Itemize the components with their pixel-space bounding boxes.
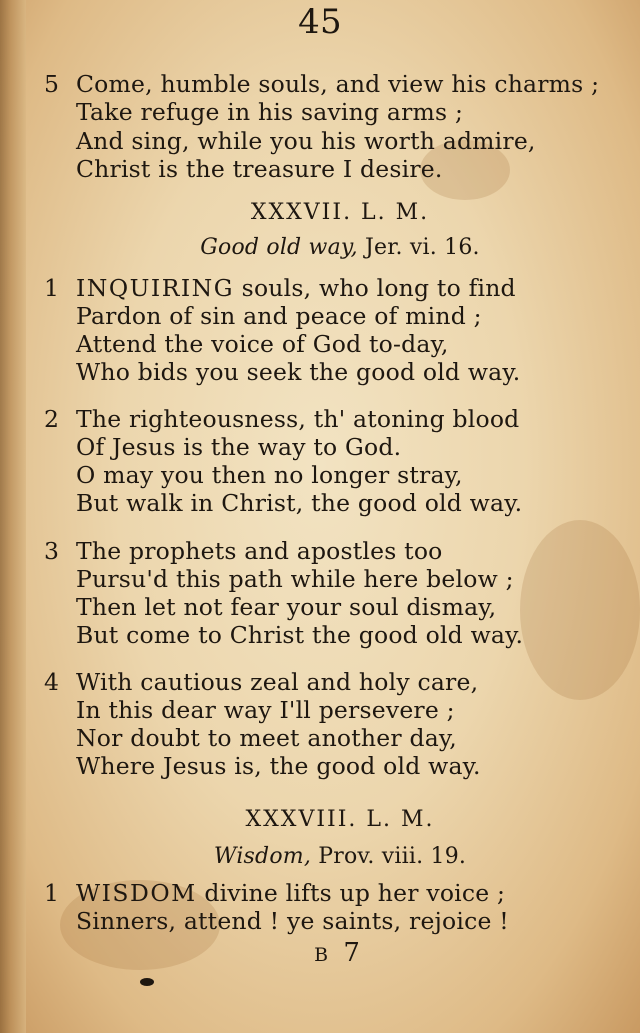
page-number: 45 (298, 2, 342, 42)
hymn-subtitle-theme: Good old way, (200, 235, 358, 260)
verse-line: Christ is the treasure I desire. (76, 155, 443, 183)
verse-line (76, 274, 516, 302)
verse-line: But walk in Christ, the good old way. (76, 489, 523, 517)
verse-line: And sing, while you his worth admire, (76, 127, 536, 155)
verse-number: 3 (44, 537, 60, 565)
verse-line: Sinners, attend ! ye saints, rejoice ! (76, 907, 509, 935)
ink-blot (140, 978, 154, 986)
signature-number: 7 (343, 938, 366, 968)
verse-line: With cautious zeal and holy care, (76, 668, 479, 696)
verse-line (76, 879, 505, 907)
verse-line-rest: divine lifts up her voice ; (196, 879, 506, 907)
hymn-title: XXXVII. L. M. (250, 200, 430, 225)
verse-line: Then let not fear your soul dismay, (76, 593, 497, 621)
verse-line: Come, humble souls, and view his charms ; (76, 70, 600, 98)
hymn-title: XXXVIII. L. M. (245, 807, 435, 832)
signature-letter: B (314, 944, 330, 966)
verse-line: Who bids you seek the good old way. (76, 358, 521, 386)
signature-mark (0, 938, 640, 968)
verse-line: Nor doubt to meet another day, (76, 724, 457, 752)
hymn-subtitle (0, 843, 640, 871)
hymn-subtitle-reference: Jer. vi. 16. (357, 235, 480, 260)
verse-line: Pardon of sin and peace of mind ; (76, 302, 482, 330)
verse-line: The righteousness, th' atoning blood (76, 405, 520, 433)
verse-line: Take refuge in his saving arms ; (76, 98, 464, 126)
verse-number: 4 (44, 668, 60, 696)
verse-number: 2 (44, 405, 60, 433)
hymn-subtitle-theme: Wisdom, (213, 844, 312, 869)
hymn-subtitle (0, 234, 640, 262)
verse-line-rest: souls, who long to find (234, 274, 516, 302)
verse-line: Where Jesus is, the good old way. (76, 752, 481, 780)
verse-line: Pursu'd this path while here below ; (76, 565, 514, 593)
verse-line: But come to Christ the good old way. (76, 621, 524, 649)
verse-line: O may you then no longer stray, (76, 461, 463, 489)
verse-number: 5 (44, 70, 60, 98)
verse-number: 1 (44, 879, 60, 907)
verse-line: The prophets and apostles too (76, 537, 443, 565)
verse-number: 1 (44, 274, 60, 302)
verse-line: In this dear way I'll persevere ; (76, 696, 455, 724)
verse-line: Attend the voice of God to-day, (76, 330, 449, 358)
verse-first-word: INQUIRING (76, 274, 235, 302)
verse-first-word: WISDOM (76, 879, 197, 907)
hymn-subtitle-reference: Prov. viii. 19. (311, 844, 467, 869)
verse-line: Of Jesus is the way to God. (76, 433, 402, 461)
